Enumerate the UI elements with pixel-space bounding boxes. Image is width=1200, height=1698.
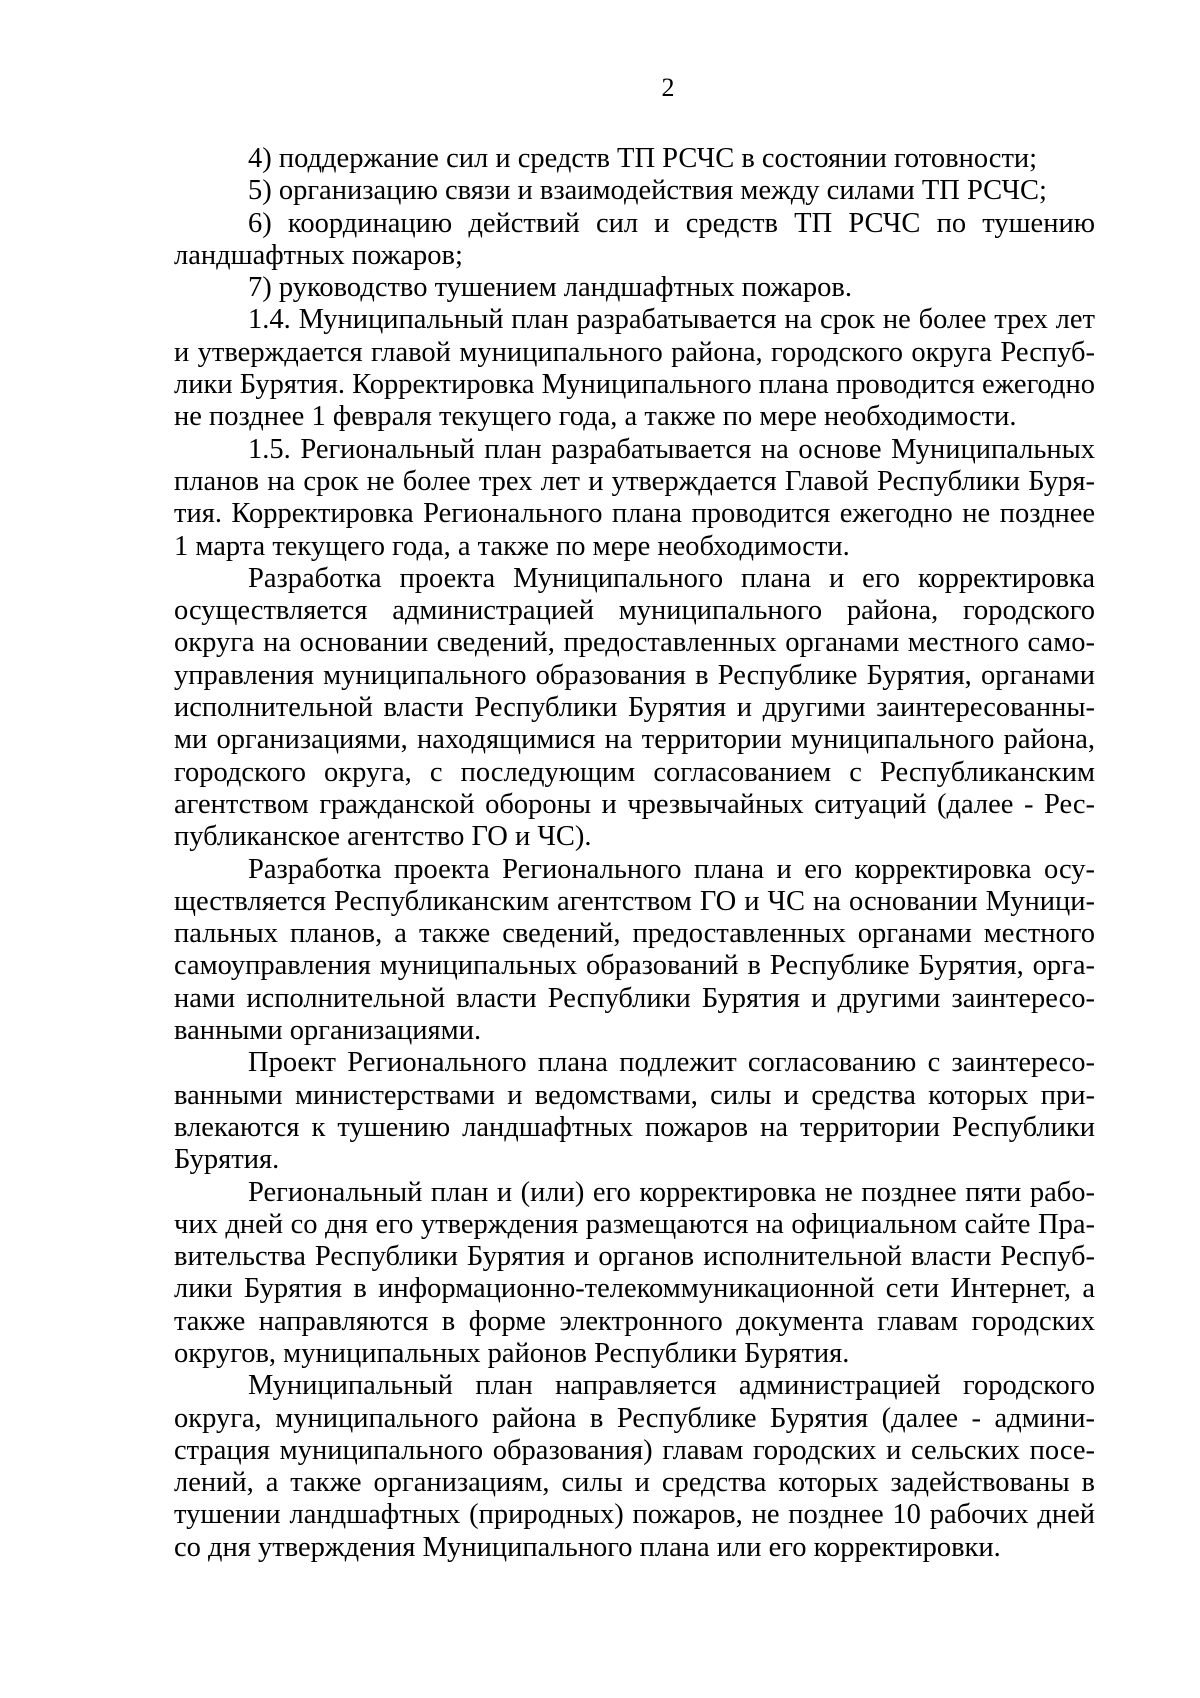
paragraph-municipal-plan-development: Разработка проекта Муниципального плана и его корректировка осуществляется администрацией муниципального района, городского округа на основании сведений, предоставленных органами местного самоуправления муниципального образования в Республике Бурятия, органами исполнительной власти Республики Бурятия и другими заинтересованными организациями, находящимися на территории муниципального района, городского округа, с последующим согласованием с Республиканским агентством гражданской обороны и чрезвычайных ситуаций (далее - Республиканское агентство ГО и ЧС). — [174, 562, 1095, 853]
paragraph-1-5: 1.5. Региональный план разрабатывается на основе Муниципальных планов на срок не более трех лет и утверждается Главой Республики Бурятия. Корректировка Регионального плана проводится ежегодно не позднее 1 марта текущего года, а также по мере необходимости. — [174, 433, 1095, 562]
paragraph-regional-plan-approval: Проект Регионального плана подлежит согласованию с заинтересованными министерствами и ведомствами, силы и средства которых привлекаются к тушению ландшафтных пожаров на территории Республики Бурятия. — [174, 1047, 1095, 1176]
paragraph-item-4: 4) поддержание сил и средств ТП РСЧС в состоянии готовности; — [248, 143, 1038, 174]
paragraph-municipal-plan-distribution: Муниципальный план направляется администрацией городского округа, муниципального района в Республике Бурятия (далее - администрация муниципального образования) главам городских и сельских поселений, а также организациям, силы и средства которых задействованы в тушении ландшафтных (природных) пожаров, не позднее 10 рабочих дней со дня утверждения Муниципального плана или его корректировки. — [174, 1370, 1095, 1563]
paragraph-regional-plan-development: Разработка проекта Регионального плана и его корректировка осуществляется Республиканским агентством ГО и ЧС на основании Муниципальных планов, а также сведений, предоставленных органами местного самоуправления муниципальных образований в Республике Бурятия, органами исполнительной власти Республики Бурятия и другими заинтересованными организациями. — [174, 853, 1095, 1047]
paragraph-item-7: 7) руководство тушением ландшафтных пожаров. — [248, 272, 852, 304]
paragraph-regional-plan-publication: Региональный план и (или) его корректировка не позднее пяти рабочих дней со дня его утверждения размещаются на официальном сайте Правительства Республики Бурятия и органов исполнительной власти Республики Бурятия в информационно-телекоммуникационной сети Интернет, а также направляются в форме электронного документа главам городских округов, муниципальных районов Республики Бурятия. — [174, 1176, 1095, 1369]
document-body — [174, 143, 1095, 1564]
page-number: 2 — [661, 73, 675, 102]
paragraph-1-4: 1.4. Муниципальный план разрабатывается на срок не более трех лет и утверждается главой муниципального района, городского округа Республики Бурятия. Корректировка Муниципального плана проводится ежегодно не позднее 1 февраля текущего года, а также по мере необходимости. — [174, 304, 1095, 433]
paragraph-item-5: 5) организацию связи и взаимодействия между силами ТП РСЧС; — [248, 175, 1047, 207]
paragraph-item-6: 6) координацию действий сил и средств ТП РСЧС по тушению ландшафтных пожаров; — [174, 207, 1095, 271]
